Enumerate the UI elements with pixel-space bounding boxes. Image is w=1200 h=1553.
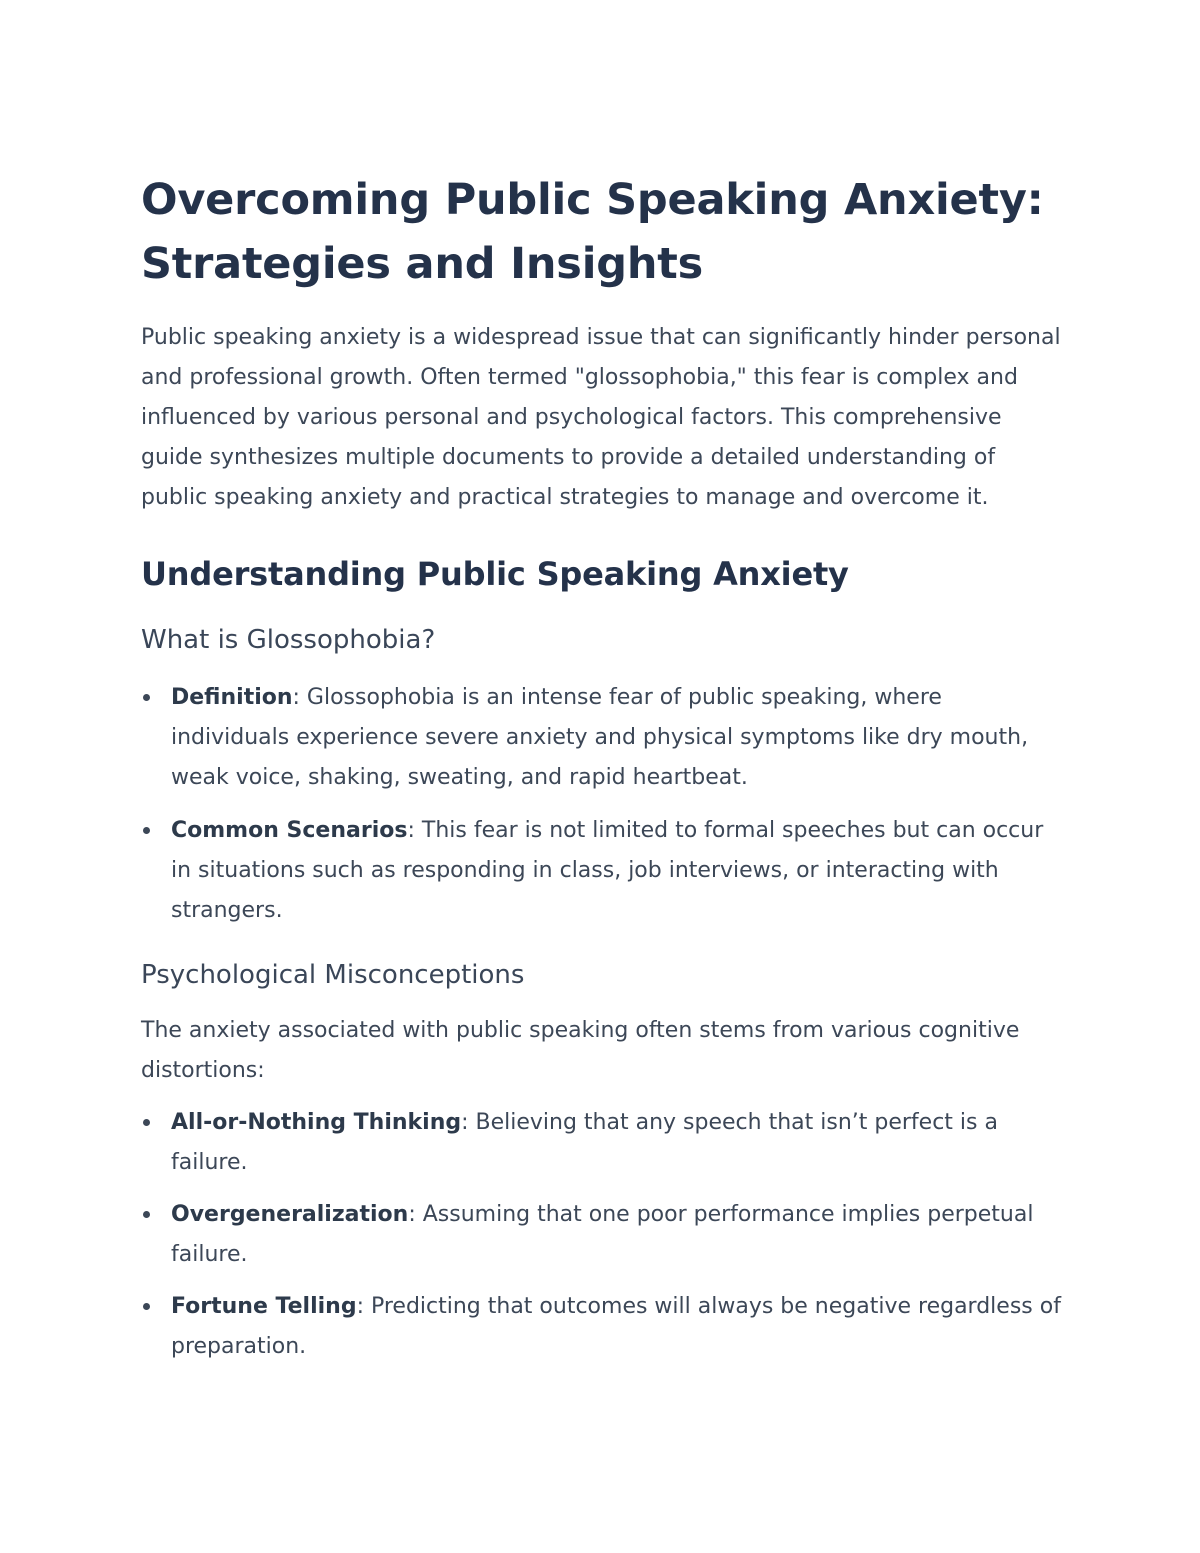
glossophobia-list bbox=[141, 678, 1061, 931]
list-item-text: : Believing that any speech that isn’t perfect is a failure. bbox=[171, 1110, 998, 1175]
misconceptions-list bbox=[141, 1103, 1061, 1367]
list-item-text: : Assuming that one poor performance implies perpetual failure. bbox=[171, 1202, 1034, 1267]
list-item bbox=[141, 811, 1061, 931]
bullet-icon bbox=[143, 1303, 150, 1310]
list-item-term: Fortune Telling bbox=[171, 1294, 357, 1319]
list-item-text: : Glossophobia is an intense fear of public speaking, where individuals experience severe anxiety and physical symptoms like dry mouth, weak voice, shaking, sweating, and rapid heartbeat. bbox=[171, 685, 1029, 790]
list-item bbox=[141, 678, 1061, 798]
bullet-icon bbox=[143, 694, 150, 701]
document-title: Overcoming Public Speaking Anxiety: Strategies and Insights bbox=[141, 175, 1044, 289]
section-heading-understanding: Understanding Public Speaking Anxiety bbox=[141, 555, 849, 593]
list-item-term: Overgeneralization bbox=[171, 1202, 409, 1227]
bullet-icon bbox=[143, 1119, 150, 1126]
list-item bbox=[141, 1103, 1061, 1183]
list-item-term: All-or-Nothing Thinking bbox=[171, 1110, 462, 1135]
list-item-text: : Predicting that outcomes will always be negative regardless of preparation. bbox=[171, 1294, 1061, 1359]
bullet-icon bbox=[143, 1211, 150, 1218]
list-item-term: Common Scenarios bbox=[171, 818, 408, 843]
misconceptions-lead: The anxiety associated with public speaking often stems from various cognitive distortions: bbox=[141, 1018, 1020, 1083]
list-item-term: Definition bbox=[171, 685, 293, 710]
document-page bbox=[141, 168, 1061, 1367]
list-item-text: : This fear is not limited to formal speeches but can occur in situations such as responding in class, job interviews, or interacting with strangers. bbox=[171, 818, 1044, 923]
subheading-psychological-misconceptions: Psychological Misconceptions bbox=[141, 960, 525, 990]
bullet-icon bbox=[143, 827, 150, 834]
subheading-what-is-glossophobia: What is Glossophobia? bbox=[141, 625, 436, 655]
intro-paragraph: Public speaking anxiety is a widespread issue that can significantly hinder personal and professional growth. Often termed "glossophobia," this fear is complex and influenced by various personal and psychological factors. This comprehensive guide synthesizes multiple documents to provide a detailed understanding of public speaking anxiety and practical strategies to manage and overcome it. bbox=[141, 325, 1061, 510]
list-item bbox=[141, 1287, 1061, 1367]
list-item bbox=[141, 1195, 1061, 1275]
